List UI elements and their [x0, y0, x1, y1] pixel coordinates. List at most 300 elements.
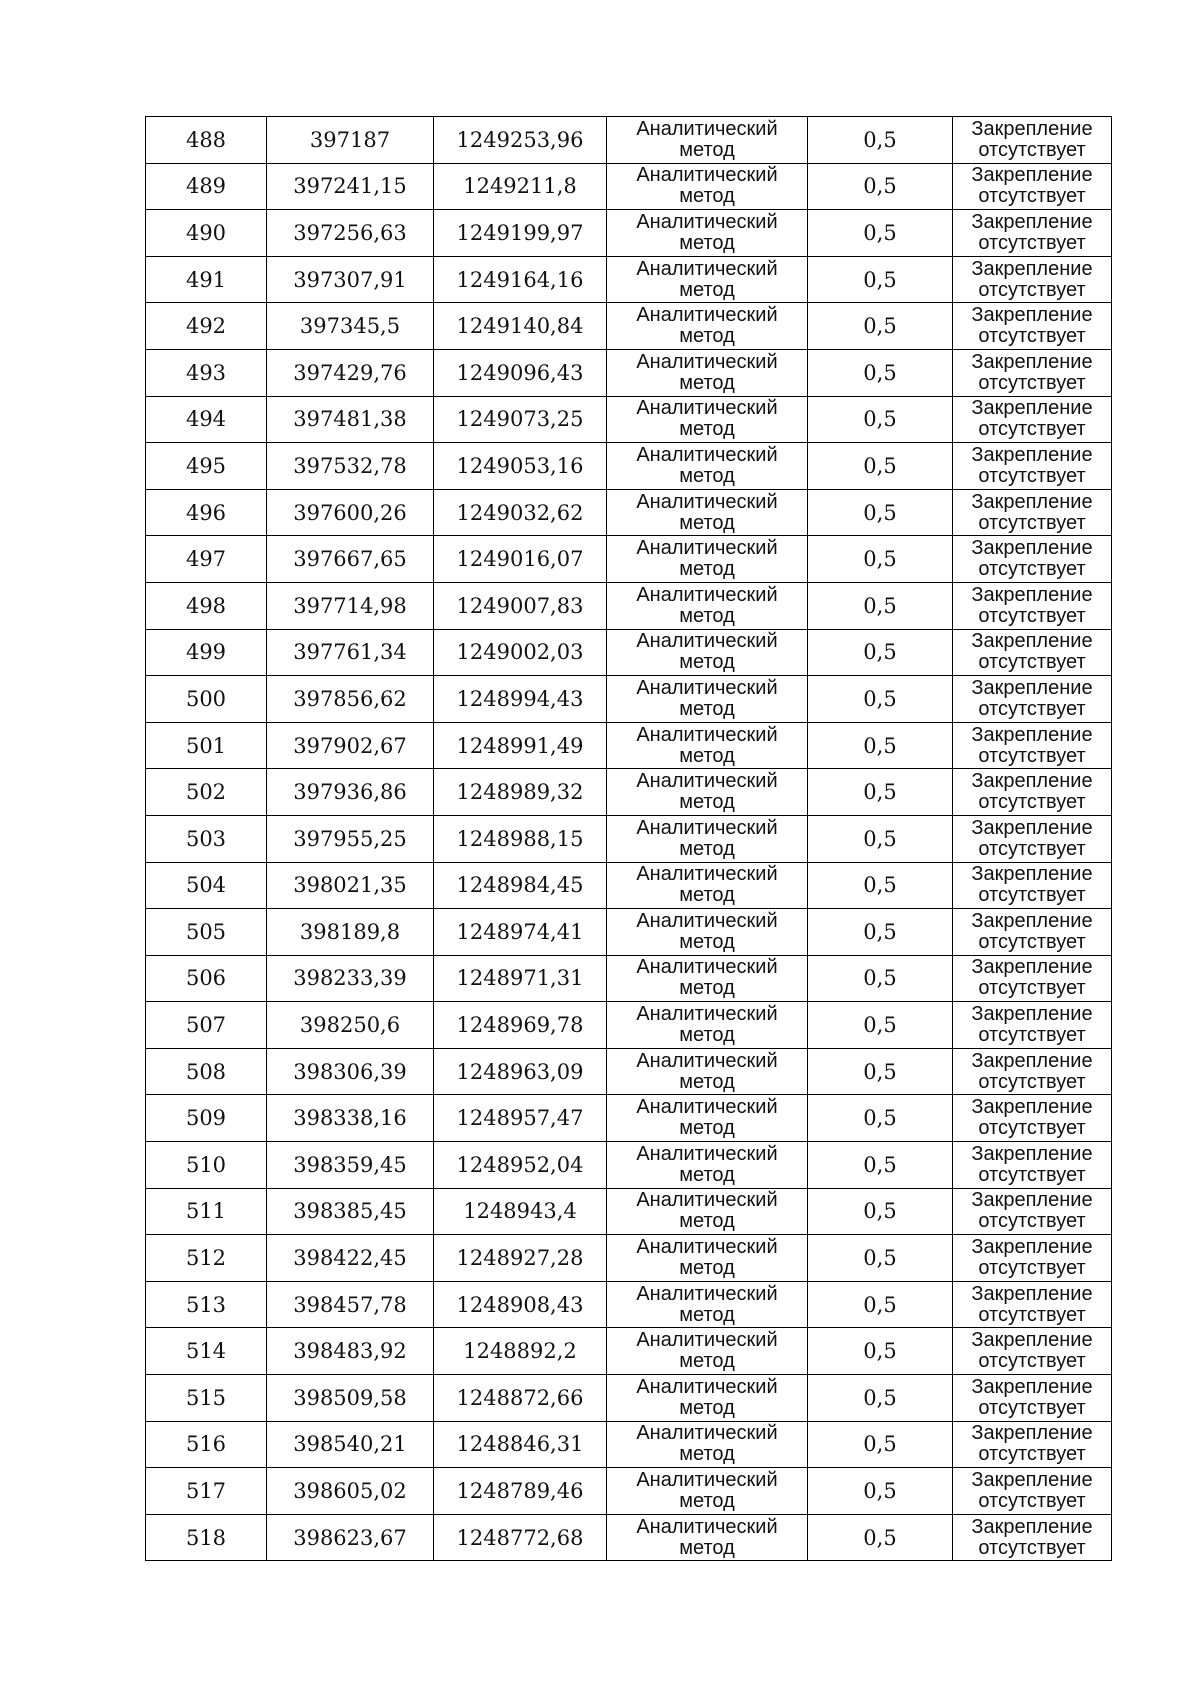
accuracy-cell: 0,5 [808, 117, 953, 164]
method-line-2: метод [679, 884, 735, 907]
point-number-cell: 501 [146, 722, 267, 769]
method-cell [607, 1235, 808, 1282]
method-line-1: Аналитический [636, 537, 778, 560]
x-coordinate-cell: 398422,45 [267, 1235, 434, 1282]
x-coordinate-cell: 398457,78 [267, 1281, 434, 1328]
y-coordinate-cell: 1249164,16 [434, 256, 607, 303]
method-line-1: Аналитический [636, 1003, 778, 1026]
method-cell [607, 256, 808, 303]
method-cell [607, 676, 808, 723]
method-line-1: Аналитический [636, 350, 778, 373]
method-cell [607, 1188, 808, 1235]
fixation-line-1: Закрепление [971, 816, 1093, 839]
fixation-line-2: отсутствует [978, 977, 1086, 1000]
method-line-2: метод [679, 325, 735, 348]
y-coordinate-cell: 1248989,32 [434, 769, 607, 816]
fixation-cell [953, 769, 1112, 816]
method-line-1: Аналитический [636, 863, 778, 886]
method-cell [607, 210, 808, 257]
fixation-line-2: отсутствует [978, 884, 1086, 907]
method-cell [607, 1328, 808, 1375]
x-coordinate-cell: 398233,39 [267, 955, 434, 1002]
method-line-2: метод [679, 604, 735, 627]
method-line-2: метод [679, 558, 735, 581]
table-row [146, 862, 1112, 909]
x-coordinate-cell: 398483,92 [267, 1328, 434, 1375]
accuracy-cell: 0,5 [808, 163, 953, 210]
point-number-cell: 492 [146, 303, 267, 350]
fixation-line-1: Закрепление [971, 117, 1093, 140]
table-row [146, 582, 1112, 629]
point-number-cell: 497 [146, 536, 267, 583]
y-coordinate-cell: 1249032,62 [434, 489, 607, 536]
accuracy-cell: 0,5 [808, 256, 953, 303]
x-coordinate-cell: 398385,45 [267, 1188, 434, 1235]
table-row [146, 1048, 1112, 1095]
fixation-cell [953, 1468, 1112, 1515]
x-coordinate-cell: 398359,45 [267, 1142, 434, 1189]
x-coordinate-cell: 397429,76 [267, 349, 434, 396]
point-number-cell: 507 [146, 1002, 267, 1049]
method-line-1: Аналитический [636, 1236, 778, 1259]
method-line-1: Аналитический [636, 1469, 778, 1492]
method-line-1: Аналитический [636, 443, 778, 466]
accuracy-cell: 0,5 [808, 862, 953, 909]
fixation-cell [953, 443, 1112, 490]
point-number-cell: 488 [146, 117, 267, 164]
fixation-line-2: отсутствует [978, 278, 1086, 301]
accuracy-cell: 0,5 [808, 396, 953, 443]
accuracy-cell: 0,5 [808, 303, 953, 350]
fixation-cell [953, 210, 1112, 257]
point-number-cell: 511 [146, 1188, 267, 1235]
fixation-line-1: Закрепление [971, 1469, 1093, 1492]
y-coordinate-cell: 1248957,47 [434, 1095, 607, 1142]
point-number-cell: 504 [146, 862, 267, 909]
accuracy-cell: 0,5 [808, 210, 953, 257]
x-coordinate-cell: 397902,67 [267, 722, 434, 769]
fixation-cell [953, 163, 1112, 210]
method-cell [607, 862, 808, 909]
fixation-line-2: отсутствует [978, 697, 1086, 720]
table-row [146, 1281, 1112, 1328]
method-line-1: Аналитический [636, 1142, 778, 1165]
table-row [146, 1375, 1112, 1422]
accuracy-cell: 0,5 [808, 1328, 953, 1375]
method-line-2: метод [679, 1536, 735, 1559]
point-number-cell: 502 [146, 769, 267, 816]
method-cell [607, 955, 808, 1002]
y-coordinate-cell: 1248991,49 [434, 722, 607, 769]
fixation-line-2: отсутствует [978, 1490, 1086, 1513]
fixation-line-1: Закрепление [971, 1422, 1093, 1445]
fixation-cell [953, 256, 1112, 303]
fixation-line-1: Закрепление [971, 443, 1093, 466]
fixation-line-2: отсутствует [978, 1210, 1086, 1233]
point-number-cell: 517 [146, 1468, 267, 1515]
accuracy-cell: 0,5 [808, 1468, 953, 1515]
point-number-cell: 495 [146, 443, 267, 490]
method-line-2: метод [679, 371, 735, 394]
accuracy-cell: 0,5 [808, 1375, 953, 1422]
fixation-cell [953, 396, 1112, 443]
point-number-cell: 512 [146, 1235, 267, 1282]
method-line-1: Аналитический [636, 1515, 778, 1538]
point-number-cell: 489 [146, 163, 267, 210]
fixation-line-1: Закрепление [971, 1236, 1093, 1259]
fixation-cell [953, 1142, 1112, 1189]
fixation-cell [953, 909, 1112, 956]
fixation-line-1: Закрепление [971, 676, 1093, 699]
point-number-cell: 518 [146, 1514, 267, 1561]
point-number-cell: 503 [146, 815, 267, 862]
accuracy-cell: 0,5 [808, 489, 953, 536]
point-number-cell: 496 [146, 489, 267, 536]
fixation-line-2: отсутствует [978, 1163, 1086, 1186]
fixation-line-1: Закрепление [971, 1096, 1093, 1119]
fixation-cell [953, 1514, 1112, 1561]
method-cell [607, 769, 808, 816]
fixation-cell [953, 815, 1112, 862]
fixation-line-2: отсутствует [978, 791, 1086, 814]
method-line-2: метод [679, 185, 735, 208]
x-coordinate-cell: 397761,34 [267, 629, 434, 676]
method-line-2: метод [679, 651, 735, 674]
accuracy-cell: 0,5 [808, 1095, 953, 1142]
method-line-2: метод [679, 1163, 735, 1186]
method-cell [607, 1142, 808, 1189]
method-cell [607, 1281, 808, 1328]
method-cell [607, 1002, 808, 1049]
fixation-cell [953, 582, 1112, 629]
accuracy-cell: 0,5 [808, 629, 953, 676]
method-cell [607, 1468, 808, 1515]
fixation-line-1: Закрепление [971, 863, 1093, 886]
fixation-line-1: Закрепление [971, 630, 1093, 653]
y-coordinate-cell: 1248927,28 [434, 1235, 607, 1282]
accuracy-cell: 0,5 [808, 1048, 953, 1095]
point-number-cell: 513 [146, 1281, 267, 1328]
method-line-1: Аналитический [636, 676, 778, 699]
accuracy-cell: 0,5 [808, 1281, 953, 1328]
coordinates-table [145, 116, 1112, 1561]
x-coordinate-cell: 398250,6 [267, 1002, 434, 1049]
method-line-1: Аналитический [636, 1375, 778, 1398]
y-coordinate-cell: 1248892,2 [434, 1328, 607, 1375]
method-line-1: Аналитический [636, 304, 778, 327]
fixation-cell [953, 722, 1112, 769]
fixation-cell [953, 489, 1112, 536]
y-coordinate-cell: 1248974,41 [434, 909, 607, 956]
method-cell [607, 909, 808, 956]
accuracy-cell: 0,5 [808, 1142, 953, 1189]
y-coordinate-cell: 1249053,16 [434, 443, 607, 490]
method-line-2: метод [679, 1490, 735, 1513]
method-line-2: метод [679, 1303, 735, 1326]
point-number-cell: 505 [146, 909, 267, 956]
fixation-line-2: отсутствует [978, 558, 1086, 581]
table-row [146, 163, 1112, 210]
method-cell [607, 349, 808, 396]
table-row [146, 303, 1112, 350]
accuracy-cell: 0,5 [808, 1235, 953, 1282]
method-cell [607, 489, 808, 536]
fixation-line-1: Закрепление [971, 1282, 1093, 1305]
x-coordinate-cell: 397667,65 [267, 536, 434, 583]
fixation-cell [953, 1281, 1112, 1328]
table-row [146, 1514, 1112, 1561]
table-row [146, 1188, 1112, 1235]
table-row [146, 676, 1112, 723]
y-coordinate-cell: 1248772,68 [434, 1514, 607, 1561]
method-line-2: метод [679, 1350, 735, 1373]
method-cell [607, 1095, 808, 1142]
fixation-line-1: Закрепление [971, 1142, 1093, 1165]
method-cell [607, 1375, 808, 1422]
fixation-line-2: отсутствует [978, 1257, 1086, 1280]
table-row [146, 1235, 1112, 1282]
fixation-line-2: отсутствует [978, 1396, 1086, 1419]
table-row [146, 536, 1112, 583]
fixation-cell [953, 1328, 1112, 1375]
method-line-1: Аналитический [636, 117, 778, 140]
fixation-line-2: отсутствует [978, 464, 1086, 487]
fixation-cell [953, 629, 1112, 676]
fixation-line-2: отсутствует [978, 231, 1086, 254]
point-number-cell: 506 [146, 955, 267, 1002]
method-line-1: Аналитический [636, 1096, 778, 1119]
fixation-cell [953, 536, 1112, 583]
method-line-2: метод [679, 418, 735, 441]
table-row [146, 1142, 1112, 1189]
method-line-2: метод [679, 697, 735, 720]
fixation-line-1: Закрепление [971, 1329, 1093, 1352]
table-row [146, 909, 1112, 956]
fixation-line-2: отсутствует [978, 371, 1086, 394]
x-coordinate-cell: 397714,98 [267, 582, 434, 629]
accuracy-cell: 0,5 [808, 582, 953, 629]
table-row [146, 396, 1112, 443]
fixation-line-2: отсутствует [978, 604, 1086, 627]
x-coordinate-cell: 397256,63 [267, 210, 434, 257]
x-coordinate-cell: 398189,8 [267, 909, 434, 956]
accuracy-cell: 0,5 [808, 955, 953, 1002]
fixation-line-1: Закрепление [971, 537, 1093, 560]
point-number-cell: 493 [146, 349, 267, 396]
method-line-2: метод [679, 1070, 735, 1093]
y-coordinate-cell: 1249016,07 [434, 536, 607, 583]
table-row [146, 815, 1112, 862]
fixation-cell [953, 1095, 1112, 1142]
method-line-2: метод [679, 511, 735, 534]
fixation-line-1: Закрепление [971, 1375, 1093, 1398]
x-coordinate-cell: 397856,62 [267, 676, 434, 723]
fixation-line-1: Закрепление [971, 1189, 1093, 1212]
method-line-1: Аналитический [636, 210, 778, 233]
y-coordinate-cell: 1248789,46 [434, 1468, 607, 1515]
point-number-cell: 498 [146, 582, 267, 629]
method-line-1: Аналитический [636, 257, 778, 280]
y-coordinate-cell: 1249211,8 [434, 163, 607, 210]
y-coordinate-cell: 1248872,66 [434, 1375, 607, 1422]
point-number-cell: 515 [146, 1375, 267, 1422]
x-coordinate-cell: 398306,39 [267, 1048, 434, 1095]
method-cell [607, 117, 808, 164]
coordinates-table-body [146, 117, 1112, 1561]
table-row [146, 210, 1112, 257]
table-row [146, 1095, 1112, 1142]
method-line-2: метод [679, 791, 735, 814]
fixation-line-2: отсутствует [978, 930, 1086, 953]
y-coordinate-cell: 1249096,43 [434, 349, 607, 396]
table-row [146, 629, 1112, 676]
method-line-2: метод [679, 1024, 735, 1047]
method-cell [607, 303, 808, 350]
fixation-cell [953, 1048, 1112, 1095]
method-line-1: Аналитический [636, 490, 778, 513]
fixation-line-2: отсутствует [978, 1536, 1086, 1559]
y-coordinate-cell: 1249007,83 [434, 582, 607, 629]
fixation-cell [953, 1421, 1112, 1468]
accuracy-cell: 0,5 [808, 1002, 953, 1049]
fixation-line-1: Закрепление [971, 164, 1093, 187]
fixation-line-1: Закрепление [971, 210, 1093, 233]
y-coordinate-cell: 1248908,43 [434, 1281, 607, 1328]
fixation-cell [953, 117, 1112, 164]
fixation-cell [953, 303, 1112, 350]
fixation-line-1: Закрепление [971, 490, 1093, 513]
table-row [146, 256, 1112, 303]
fixation-line-1: Закрепление [971, 1515, 1093, 1538]
accuracy-cell: 0,5 [808, 815, 953, 862]
fixation-line-1: Закрепление [971, 956, 1093, 979]
y-coordinate-cell: 1248943,4 [434, 1188, 607, 1235]
method-line-2: метод [679, 1257, 735, 1280]
fixation-cell [953, 955, 1112, 1002]
method-line-1: Аналитический [636, 909, 778, 932]
point-number-cell: 509 [146, 1095, 267, 1142]
y-coordinate-cell: 1248846,31 [434, 1421, 607, 1468]
fixation-line-2: отсутствует [978, 325, 1086, 348]
method-line-2: метод [679, 464, 735, 487]
fixation-line-2: отсутствует [978, 138, 1086, 161]
fixation-line-1: Закрепление [971, 723, 1093, 746]
x-coordinate-cell: 398540,21 [267, 1421, 434, 1468]
accuracy-cell: 0,5 [808, 1421, 953, 1468]
y-coordinate-cell: 1249140,84 [434, 303, 607, 350]
method-line-1: Аналитический [636, 1189, 778, 1212]
table-row [146, 955, 1112, 1002]
table-row [146, 1002, 1112, 1049]
method-line-1: Аналитический [636, 1282, 778, 1305]
method-cell [607, 443, 808, 490]
y-coordinate-cell: 1248969,78 [434, 1002, 607, 1049]
method-line-1: Аналитический [636, 583, 778, 606]
x-coordinate-cell: 397345,5 [267, 303, 434, 350]
method-line-2: метод [679, 1396, 735, 1419]
table-row [146, 1328, 1112, 1375]
point-number-cell: 510 [146, 1142, 267, 1189]
y-coordinate-cell: 1248994,43 [434, 676, 607, 723]
fixation-line-2: отсутствует [978, 1443, 1086, 1466]
y-coordinate-cell: 1248952,04 [434, 1142, 607, 1189]
method-line-1: Аналитический [636, 770, 778, 793]
accuracy-cell: 0,5 [808, 1188, 953, 1235]
method-cell [607, 1421, 808, 1468]
fixation-line-2: отсутствует [978, 1117, 1086, 1140]
method-line-2: метод [679, 1210, 735, 1233]
fixation-line-2: отсутствует [978, 1070, 1086, 1093]
x-coordinate-cell: 397955,25 [267, 815, 434, 862]
table-row [146, 722, 1112, 769]
y-coordinate-cell: 1249073,25 [434, 396, 607, 443]
point-number-cell: 500 [146, 676, 267, 723]
y-coordinate-cell: 1248988,15 [434, 815, 607, 862]
method-cell [607, 815, 808, 862]
fixation-line-2: отсутствует [978, 418, 1086, 441]
x-coordinate-cell: 398605,02 [267, 1468, 434, 1515]
y-coordinate-cell: 1249002,03 [434, 629, 607, 676]
y-coordinate-cell: 1248971,31 [434, 955, 607, 1002]
point-number-cell: 499 [146, 629, 267, 676]
fixation-line-2: отсутствует [978, 1350, 1086, 1373]
method-line-2: метод [679, 744, 735, 767]
method-line-1: Аналитический [636, 397, 778, 420]
method-cell [607, 536, 808, 583]
method-line-1: Аналитический [636, 1049, 778, 1072]
fixation-cell [953, 676, 1112, 723]
point-number-cell: 491 [146, 256, 267, 303]
fixation-line-1: Закрепление [971, 350, 1093, 373]
method-line-1: Аналитический [636, 816, 778, 839]
fixation-line-2: отсутствует [978, 1303, 1086, 1326]
y-coordinate-cell: 1249253,96 [434, 117, 607, 164]
x-coordinate-cell: 398021,35 [267, 862, 434, 909]
x-coordinate-cell: 398509,58 [267, 1375, 434, 1422]
fixation-line-1: Закрепление [971, 770, 1093, 793]
method-line-2: метод [679, 278, 735, 301]
accuracy-cell: 0,5 [808, 676, 953, 723]
x-coordinate-cell: 397307,91 [267, 256, 434, 303]
accuracy-cell: 0,5 [808, 349, 953, 396]
method-cell [607, 629, 808, 676]
accuracy-cell: 0,5 [808, 536, 953, 583]
method-cell [607, 163, 808, 210]
point-number-cell: 516 [146, 1421, 267, 1468]
x-coordinate-cell: 397936,86 [267, 769, 434, 816]
method-cell [607, 1048, 808, 1095]
y-coordinate-cell: 1248963,09 [434, 1048, 607, 1095]
x-coordinate-cell: 397600,26 [267, 489, 434, 536]
point-number-cell: 490 [146, 210, 267, 257]
method-cell [607, 582, 808, 629]
table-row [146, 117, 1112, 164]
accuracy-cell: 0,5 [808, 909, 953, 956]
fixation-line-1: Закрепление [971, 909, 1093, 932]
fixation-cell [953, 1002, 1112, 1049]
fixation-cell [953, 349, 1112, 396]
method-line-2: метод [679, 231, 735, 254]
fixation-line-1: Закрепление [971, 257, 1093, 280]
point-number-cell: 508 [146, 1048, 267, 1095]
table-row [146, 443, 1112, 490]
fixation-line-2: отсутствует [978, 744, 1086, 767]
fixation-line-2: отсутствует [978, 185, 1086, 208]
accuracy-cell: 0,5 [808, 443, 953, 490]
fixation-line-1: Закрепление [971, 583, 1093, 606]
accuracy-cell: 0,5 [808, 1514, 953, 1561]
accuracy-cell: 0,5 [808, 722, 953, 769]
